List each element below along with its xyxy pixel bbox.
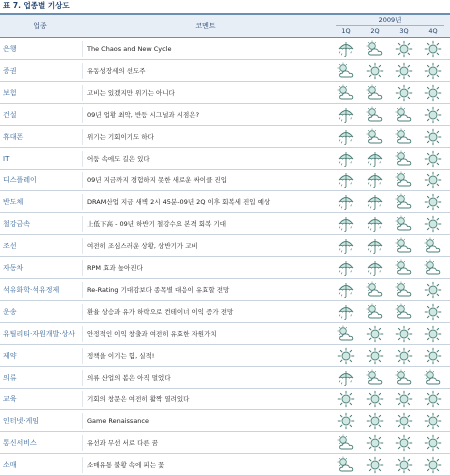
comment-cell: 위기는 기회이기도 하다 (87, 132, 154, 141)
umbrella-icon (336, 150, 356, 168)
cloud-sun-icon (365, 40, 385, 58)
column-divider (82, 457, 83, 473)
sun-icon (423, 193, 443, 211)
column-divider (82, 370, 83, 386)
sector-cell: IT (3, 154, 10, 163)
table-row (0, 388, 450, 410)
sun-icon (423, 347, 443, 365)
table-row (0, 454, 450, 476)
umbrella-icon (336, 369, 356, 387)
table-row (0, 126, 450, 148)
sector-cell: 건설 (3, 110, 17, 119)
comment-cell: Re-Rating 기대감보다 종목별 대응이 유효할 전망 (87, 285, 230, 294)
sun-icon (394, 412, 414, 430)
column-divider (82, 348, 83, 364)
umbrella-icon (336, 106, 356, 124)
comment-cell: RPM 효과 높아진다 (87, 264, 143, 272)
sun-icon (394, 390, 414, 408)
sun-icon (423, 171, 443, 189)
sun-icon (423, 390, 443, 408)
table-row (0, 148, 450, 170)
column-divider (82, 194, 83, 210)
comment-cell: 09년 업황 최악, 반등 시그널과 시점은? (87, 110, 200, 119)
table-row (0, 104, 450, 126)
sector-cell: 통신서비스 (3, 439, 37, 448)
column-divider (82, 151, 83, 167)
column-divider (82, 304, 83, 320)
umbrella-icon (336, 259, 356, 277)
umbrella-icon (336, 303, 356, 321)
header-quarter-1: 1Q (341, 27, 351, 35)
comment-cell: 소매유통 불황 속에 피는 꽃 (87, 461, 165, 470)
table-row (0, 82, 450, 104)
header-quarter-2: 2Q (370, 27, 380, 35)
sector-cell: 제약 (3, 351, 17, 360)
table-row (0, 432, 450, 454)
comment-cell: 어둠 속에도 길은 있다 (87, 154, 150, 163)
column-divider (82, 172, 83, 188)
cloud-sun-icon (336, 434, 356, 452)
table-row (0, 235, 450, 257)
sector-cell: 조선 (3, 242, 17, 251)
sun-icon (423, 106, 443, 124)
umbrella-icon (365, 259, 385, 277)
cloud-sun-icon (394, 369, 414, 387)
sector-cell: 유틸리티·자원개발·상사 (3, 329, 76, 338)
umbrella-icon (365, 237, 385, 255)
cloud-sun-icon (394, 237, 414, 255)
sector-cell: 보험 (3, 88, 17, 97)
cloud-sun-icon (365, 369, 385, 387)
cloud-sun-icon (394, 106, 414, 124)
sun-icon (365, 412, 385, 430)
umbrella-icon (365, 171, 385, 189)
comment-cell: 유선과 무선 서로 다른 꿈 (87, 439, 159, 448)
table-row (0, 279, 450, 301)
comment-cell: 유동성장세의 선도주 (87, 66, 146, 75)
cloud-sun-icon (394, 303, 414, 321)
sun-icon (423, 62, 443, 80)
table-row (0, 213, 450, 235)
comment-cell: 정책을 이기는 힘, 실적! (87, 351, 155, 360)
header-sector: 업종 (33, 22, 47, 30)
umbrella-icon (336, 40, 356, 58)
column-divider (82, 85, 83, 101)
sector-cell: 인터넷·게임 (3, 417, 40, 426)
sector-cell: 디스플레이 (3, 176, 37, 185)
umbrella-icon (336, 215, 356, 233)
sun-icon (394, 40, 414, 58)
table-row (0, 410, 450, 432)
comment-cell: 09년 지금까지 경험하지 못한 새로운 싸이클 진입 (87, 176, 227, 185)
header-quarter-3: 3Q (399, 27, 409, 35)
cloud-sun-icon (423, 369, 443, 387)
table-row (0, 345, 450, 367)
table-title: 표 7. 업종별 기상도 (3, 1, 70, 10)
sun-icon (394, 325, 414, 343)
sun-icon (394, 62, 414, 80)
column-divider (82, 260, 83, 276)
table-row (0, 38, 450, 60)
table-row (0, 257, 450, 279)
sun-icon (365, 390, 385, 408)
sun-icon (423, 215, 443, 233)
cloud-sun-icon (394, 171, 414, 189)
comment-cell: 기회의 창문은 여전히 활짝 열려있다 (87, 395, 190, 404)
sector-cell: 철강금속 (3, 220, 31, 229)
cloud-sun-icon (336, 62, 356, 80)
cloud-sun-icon (394, 128, 414, 146)
sector-cell: 석유화학·석유정제 (3, 285, 60, 294)
table-row (0, 191, 450, 213)
umbrella-icon (336, 281, 356, 299)
comment-cell: 고비는 있겠지만 위기는 아니다 (87, 88, 175, 97)
sector-cell: 자동차 (3, 264, 24, 272)
cloud-sun-icon (365, 281, 385, 299)
comment-cell: DRAM산업 지금 새벽 2시 45분-09년 2Q 이후 회복세 진입 예상 (87, 198, 271, 207)
sector-cell: 운송 (3, 307, 17, 316)
sun-icon (423, 303, 443, 321)
header-comment: 코멘트 (195, 22, 216, 30)
column-divider (82, 63, 83, 79)
sun-icon (423, 281, 443, 299)
comment-cell: 여전히 조심스러운 상황, 상반기가 고비 (87, 242, 198, 251)
umbrella-icon (365, 150, 385, 168)
sun-icon (394, 456, 414, 474)
sector-cell: 증권 (3, 66, 17, 75)
column-divider (82, 216, 83, 232)
comment-cell: 안정적인 이익 창출과 여전히 유효한 자원가치 (87, 329, 217, 338)
comment-cell: 의류 산업의 봄은 아직 멀었다 (87, 373, 171, 382)
table-row (0, 301, 450, 323)
sun-icon (365, 325, 385, 343)
sun-icon (423, 84, 443, 102)
sun-icon (423, 412, 443, 430)
column-divider (82, 238, 83, 254)
column-divider (82, 413, 83, 429)
sun-icon (394, 84, 414, 102)
sector-cell: 의류 (3, 373, 17, 382)
table-header (0, 15, 450, 37)
sun-icon (423, 325, 443, 343)
cloud-sun-icon (365, 303, 385, 321)
umbrella-icon (336, 193, 356, 211)
cloud-sun-icon (394, 259, 414, 277)
table-row (0, 367, 450, 389)
cloud-sun-icon (365, 84, 385, 102)
cloud-sun-icon (365, 106, 385, 124)
umbrella-icon (336, 171, 356, 189)
umbrella-icon (336, 237, 356, 255)
sun-icon (423, 40, 443, 58)
cloud-sun-icon (336, 456, 356, 474)
column-divider (82, 435, 83, 451)
umbrella-icon (365, 193, 385, 211)
sun-icon (394, 434, 414, 452)
sun-icon (394, 347, 414, 365)
sun-icon (423, 456, 443, 474)
umbrella-icon (365, 215, 385, 233)
cloud-sun-icon (394, 193, 414, 211)
sun-icon (365, 62, 385, 80)
cloud-sun-icon (394, 281, 414, 299)
sector-cell: 소매 (3, 461, 17, 470)
sector-cell: 휴대폰 (3, 132, 24, 141)
column-divider (82, 41, 83, 57)
cloud-sun-icon (423, 259, 443, 277)
sun-icon (336, 390, 356, 408)
cloud-sun-icon (394, 215, 414, 233)
sun-icon (336, 412, 356, 430)
sun-icon (423, 434, 443, 452)
table-row (0, 60, 450, 82)
comment-cell: Game Renaissance (87, 417, 149, 426)
column-divider (82, 326, 83, 342)
cloud-sun-icon (423, 237, 443, 255)
column-divider (82, 391, 83, 407)
sector-cell: 반도체 (3, 198, 24, 207)
cloud-sun-icon (336, 325, 356, 343)
table-row (0, 323, 450, 345)
column-divider (82, 282, 83, 298)
umbrella-icon (336, 128, 356, 146)
cloud-sun-icon (336, 84, 356, 102)
sector-cell: 교육 (3, 395, 17, 404)
sun-icon (365, 434, 385, 452)
column-divider (82, 129, 83, 145)
sun-icon (423, 150, 443, 168)
sun-icon (365, 347, 385, 365)
sun-icon (336, 347, 356, 365)
sector-cell: 은행 (3, 45, 17, 53)
comment-cell: The Chaos and New Cycle (87, 45, 172, 53)
header-quarter-4: 4Q (428, 27, 438, 35)
comment-cell: 上低下高 - 09년 하반기 철강수요 본격 회복 기대 (87, 220, 226, 229)
header-year: 2009년 (378, 16, 402, 24)
comment-cell: 환율 상승과 유가 하락으로 컨테이너 이익 증가 전망 (87, 307, 234, 316)
sun-icon (365, 456, 385, 474)
sun-icon (423, 128, 443, 146)
column-divider (82, 107, 83, 123)
cloud-sun-icon (365, 128, 385, 146)
table-row (0, 169, 450, 191)
cloud-sun-icon (394, 150, 414, 168)
